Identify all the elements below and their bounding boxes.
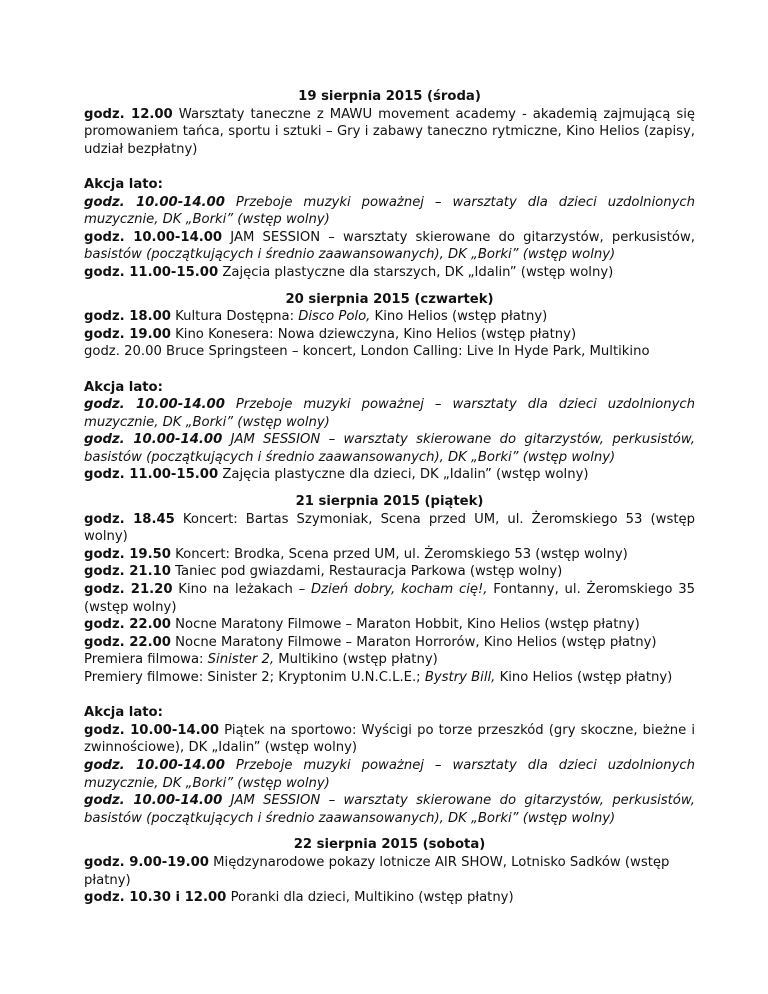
event-time: godz. 19.50 bbox=[84, 546, 171, 562]
event-text: Koncert: Brodka, Scena przed UM, ul. Żeromskiego 53 (wstęp wolny) bbox=[175, 546, 628, 562]
akcja-lato-label: Akcja lato: bbox=[84, 379, 163, 395]
event-text: Przeboje muzyki poważnej – warsztaty dla dzieci uzdolnionych muzycznie, DK „Borki” (wstęp wolny) bbox=[84, 757, 695, 791]
event-entry bbox=[84, 634, 695, 652]
day-heading: 20 sierpnia 2015 (czwartek) bbox=[285, 291, 494, 307]
event-time: godz. 21.10 bbox=[84, 564, 171, 580]
event-entry bbox=[84, 854, 695, 889]
event-title: Dzień dobry, kocham cię!, bbox=[311, 582, 488, 598]
event-text: Międzynarodowe pokazy lotnicze AIR SHOW, Lotnisko Sadków (wstęp płatny) bbox=[84, 854, 670, 888]
akcja-lato-label: Akcja lato: bbox=[84, 705, 163, 721]
event-title: Sinister 2, bbox=[207, 652, 275, 668]
event-entry bbox=[84, 431, 695, 466]
event-entry bbox=[84, 194, 695, 229]
event-entry bbox=[84, 792, 695, 827]
event-text: Zajęcia plastyczne dla dzieci, DK „Idalin” (wstęp wolny) bbox=[222, 467, 589, 483]
event-time: godz. 11.00-15.00 bbox=[84, 264, 219, 280]
event-text: Poranki dla dzieci, Multikino (wstęp płatny) bbox=[230, 890, 514, 906]
event-text: Nocne Maratony Filmowe – Maraton Hobbit, Kino Helios (wstęp płatny) bbox=[175, 617, 640, 633]
event-entry: Premiery filmowe: Sinister 2; Kryptonim U.N.C.L.E.; Bystry Bill, Kino Helios (wstęp płatny) bbox=[84, 670, 673, 685]
event-entry bbox=[84, 229, 695, 264]
event-time: godz. 19.00 bbox=[84, 326, 171, 342]
event-time: godz. 10.00-14.00 bbox=[84, 432, 223, 448]
event-time: godz. 10.00-14.00 bbox=[84, 757, 225, 773]
event-time: godz. 10.00-14.00 bbox=[84, 397, 225, 413]
event-time: godz. 10.00-14.00 bbox=[84, 229, 223, 245]
day-heading: 19 sierpnia 2015 (środa) bbox=[298, 89, 481, 104]
event-time: godz. 10.00-14.00 bbox=[84, 722, 220, 738]
event-time: godz. 10.00-14.00 bbox=[84, 194, 225, 210]
event-entry bbox=[84, 511, 695, 546]
event-title: Bystry Bill, bbox=[424, 670, 496, 685]
event-entry bbox=[84, 466, 695, 484]
event-text: Warsztaty taneczne z MAWU movement academy - akademią zajmującą się promowaniem tańca, sportu i sztuki – Gry i zabawy taneczno rytmiczne, Kino Helios (zapisy, udział bezpłatny) bbox=[84, 106, 695, 157]
event-text: Kino Konesera: Nowa dziewczyna, Kino Helios (wstęp płatny) bbox=[175, 326, 577, 342]
event-time: godz. 10.30 i 12.00 bbox=[84, 890, 227, 906]
event-text: JAM SESSION – warsztaty skierowane do gitarzystów, perkusistów, basistów (początkujących i średnio zaawansowanych), DK „Borki” (wstęp wolny) bbox=[84, 432, 695, 465]
event-entry: godz. 21.20 Kino na leżakach – Dzień dobry, kocham cię!, Fontanny, ul. Żeromskiego 35 (wstęp wolny) bbox=[84, 582, 696, 615]
event-text: Przeboje muzyki poważnej – warsztaty dla dzieci uzdolnionych muzycznie, DK „Borki” (wstęp wolny) bbox=[84, 194, 695, 228]
event-time: godz. 22.00 bbox=[84, 634, 171, 650]
event-entry bbox=[84, 264, 695, 282]
event-time: godz. 18.00 bbox=[84, 309, 171, 325]
event-entry bbox=[84, 616, 695, 634]
event-text: Zajęcia plastyczne dla starszych, DK „Idalin” (wstęp wolny) bbox=[222, 264, 614, 280]
event-time: godz. 21.20 bbox=[84, 582, 173, 598]
event-entry bbox=[84, 757, 695, 792]
event-entry bbox=[84, 326, 695, 344]
event-entry bbox=[84, 396, 695, 431]
event-time: godz. 18.45 bbox=[84, 511, 175, 527]
event-time: godz. 12.00 bbox=[84, 106, 173, 122]
event-text: Przeboje muzyki poważnej – warsztaty dla dzieci uzdolnionych muzycznie, DK „Borki” (wstęp wolny) bbox=[84, 397, 695, 430]
event-text: Nocne Maratony Filmowe – Maraton Horrorów, Kino Helios (wstęp płatny) bbox=[175, 634, 657, 650]
event-entry: Premiera filmowa: Sinister 2, Multikino (wstęp płatny) bbox=[84, 652, 438, 668]
event-entry bbox=[84, 106, 695, 159]
event-time: godz. 22.00 bbox=[84, 617, 171, 633]
event-time: godz. 11.00-15.00 bbox=[84, 467, 219, 483]
event-text: Piątek na sportowo: Wyścigi po torze przeszkód (gry skoczne, bieżne i zwinnościowe), DK „Idalin” (wstęp wolny) bbox=[84, 722, 696, 756]
akcja-lato-label: Akcja lato: bbox=[84, 176, 163, 192]
event-time: godz. 9.00-19.00 bbox=[84, 854, 209, 870]
day-heading: 22 sierpnia 2015 (sobota) bbox=[293, 837, 486, 853]
event-entry bbox=[84, 563, 695, 581]
event-text: Koncert: Bartas Szymoniak, Scena przed UM, ul. Żeromskiego 53 (wstęp wolny) bbox=[84, 511, 695, 545]
day-heading: 21 sierpnia 2015 (piątek) bbox=[295, 494, 484, 510]
event-title: Disco Polo, bbox=[298, 309, 371, 325]
event-entry: godz. 18.00 Kultura Dostępna: Disco Polo, Kino Helios (wstęp płatny) bbox=[84, 309, 548, 325]
event-entry bbox=[84, 546, 695, 564]
event-text: JAM SESSION – warsztaty skierowane do gitarzystów, perkusistów, bbox=[230, 229, 695, 245]
event-entry: godz. 20.00 Bruce Springsteen – koncert, London Calling: Live In Hyde Park, Multikino bbox=[84, 344, 650, 360]
document bbox=[84, 88, 695, 907]
event-text: JAM SESSION – warsztaty skierowane do gitarzystów, perkusistów, basistów (początkujących i średnio zaawansowanych), DK „Borki” (wstęp wolny) bbox=[84, 793, 695, 826]
event-entry bbox=[84, 722, 695, 757]
event-text: basistów (początkujących i średnio zaawansowanych), DK „Borki” (wstęp wolny) bbox=[84, 247, 616, 263]
event-time: godz. 10.00-14.00 bbox=[84, 793, 223, 809]
event-entry bbox=[84, 889, 695, 907]
event-text: Taniec pod gwiazdami, Restauracja Parkowa (wstęp wolny) bbox=[175, 564, 563, 580]
